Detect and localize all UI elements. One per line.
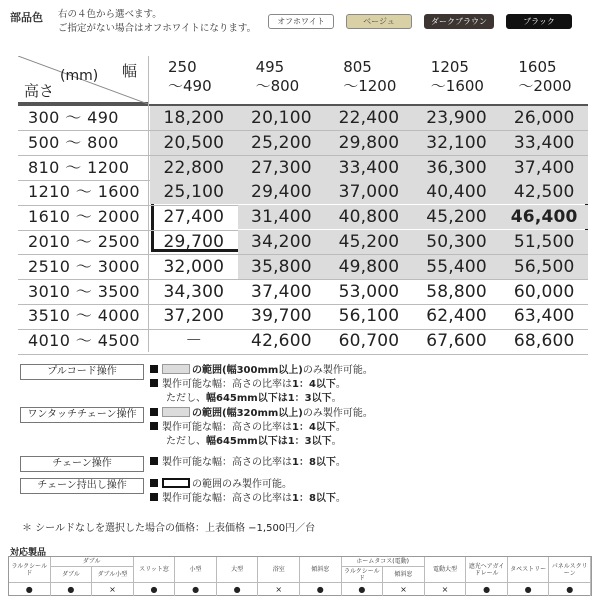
frame-range-swatch-icon [162,478,190,488]
price-cell: 62,400 [426,306,487,327]
operation-note-line [150,364,373,378]
width-to: ～490 [168,77,212,95]
width-from: 1605 [518,58,557,76]
note-bold-text: 1：4以下 [292,422,336,433]
price-cell: 37,400 [500,156,588,180]
operation-label: チェーン操作 [20,456,144,472]
price-cell: 63,400 [513,306,575,327]
compat-column-label: ダブル [51,567,93,583]
price-cell: 56,100 [338,306,400,327]
compat-column-label: スリット窓 [134,557,176,583]
operation-note-line [150,478,292,492]
width-column-header [343,58,396,96]
price-cell: 29,400 [238,180,326,204]
compat-mark: ● [9,583,51,596]
bullet-square-icon [150,493,158,501]
bullet-square-icon [150,479,158,487]
note-bold-text: 1：4以下 [292,379,336,390]
note-bold-text: 幅645mm以下は1：3以下 [206,436,332,447]
bullet-square-icon [150,422,158,430]
width-to: ～800 [255,77,300,95]
operation-label: プルコード操作 [20,364,144,380]
price-cell: 29,700 [163,232,225,252]
width-from: 805 [343,58,372,76]
operation-note-line [150,421,346,435]
price-cell: 58,800 [426,281,487,302]
height-row-header: 4010 ～ 4500 [28,331,141,351]
price-cell: 18,200 [150,106,238,130]
note-bold-text: 幅645mm以下は1：3以下 [206,393,332,404]
price-cell: 53,000 [338,281,400,302]
bullet-square-icon [150,365,158,373]
price-cell: 55,400 [413,255,501,279]
price-cell: 67,600 [426,331,487,352]
gray-range-swatch-icon [162,407,190,417]
operation-label: ワンタッチチェーン操作 [20,407,144,423]
compat-column-label: 遮光ヘアガイドレール [466,557,508,583]
height-row-header: 1210 ～ 1600 [28,182,141,202]
price-cell: 36,300 [413,156,501,180]
bullet-square-icon [150,457,158,465]
price-cell: 22,400 [325,106,413,130]
compat-group-double: ダブル [51,557,134,567]
compat-mark: ● [342,583,384,596]
row-header-divider [148,56,149,352]
compat-mark: ● [217,583,259,596]
note-text: 製作可能な幅：高さの比率は [162,493,292,504]
width-column-header [256,58,300,96]
compat-column-label: タペストリー [508,557,550,583]
compat-column-label: ラルクシールド [9,557,51,583]
compat-mark: ● [175,583,217,596]
compat-mark: ● [134,583,176,596]
note-text: 製作可能な幅：高さの比率は [162,379,292,390]
price-cell: 22,800 [150,156,238,180]
note-line-2: ご指定がない場合はオフホワイトになります。 [58,23,257,34]
note-text-end: 。 [335,493,346,504]
width-column-header [431,58,484,96]
height-row-header: 2010 ～ 2500 [28,232,141,251]
note-text-end: 。 [335,457,346,468]
compat-column-label: 傾斜窓 [300,557,342,583]
parts-color-note [58,8,256,36]
price-cell: 42,500 [500,180,588,204]
gray-range-swatch-icon [162,364,190,374]
price-cell: 37,000 [325,180,413,204]
price-cell: 51,500 [500,230,588,254]
note-text-end: のみ製作可能。 [302,408,373,419]
width-to: ～1600 [430,77,484,95]
note-text-end: の範囲のみ製作可能。 [192,479,292,490]
compat-column-label: 電動大型 [425,557,467,583]
price-cell: 34,300 [163,281,225,302]
compat-column-label: 浴室 [258,557,300,583]
width-column-header [168,58,212,96]
price-cell: 33,400 [500,131,588,155]
operation-note-line [150,378,346,392]
unit-label: (mm) [60,68,99,84]
price-cell: 32,000 [163,256,225,277]
note-text: 製作可能な幅：高さの比率は [162,422,292,433]
price-cell: 60,700 [338,331,400,352]
compat-column-label: 小型 [175,557,217,583]
note-text-end: 。 [335,422,346,433]
operation-note-line [166,392,342,406]
operation-note-line [166,435,342,449]
width-to: ～2000 [518,77,572,95]
compat-column-label: ラルクシールド [342,567,384,583]
color-chip-dark-brown[interactable]: ダークブラウン [424,14,494,29]
note-text: ただし、 [166,436,206,447]
compat-mark: × [383,583,425,596]
compat-column-label: 大型 [217,557,259,583]
note-bold-text: 1：8以下 [292,457,336,468]
height-row-header: 2510 ～ 3000 [28,256,141,276]
note-text-end: 。 [335,379,346,390]
shield-price-note: ＊ シールドなしを選択した場合の価格：上表価格 −1,500円／台 [22,523,316,534]
price-cell: 49,800 [325,255,413,279]
price-cell: 33,400 [325,156,413,180]
compat-mark: ● [51,583,93,596]
color-header [0,0,600,44]
compat-mark: × [258,583,300,596]
price-cell: 39,700 [251,306,312,327]
width-from: 250 [168,58,197,76]
color-chip-black[interactable]: ブラック [506,14,572,29]
price-cell: 31,400 [238,205,326,229]
compat-table [8,556,592,596]
price-cell: 68,600 [513,331,575,352]
compat-mark: ● [300,583,342,596]
compat-mark: × [425,583,467,596]
height-row-header: 3010 ～ 3500 [28,281,141,301]
width-axis-label: 幅 [122,62,138,80]
compat-mark: ● [549,583,591,596]
operation-label: チェーン持出し操作 [20,478,144,494]
compat-column-label: パネルスクリーン [549,557,591,583]
price-cell: 32,100 [413,131,501,155]
price-cell: 46,400 [500,205,588,229]
note-bold-text: 1：8以下 [292,493,336,504]
price-cell: 20,500 [150,131,238,155]
height-axis-label: 高さ [24,82,55,100]
price-cell: 25,100 [150,180,238,204]
price-cell: 40,400 [413,180,501,204]
color-chip-beige[interactable]: ベージュ [346,14,412,29]
compat-column-label: ダブル小型 [92,567,134,583]
price-cell: 26,000 [500,106,588,130]
note-line-1: 右の４色から選べます。 [58,9,162,20]
compat-column-label: 傾斜窓 [383,567,425,583]
width-column-header [518,58,571,96]
price-cell: 60,000 [513,281,575,302]
width-from: 495 [255,58,285,76]
price-cell: 56,500 [500,255,588,279]
price-cell: 23,900 [413,106,501,130]
height-row-header: 810 ～ 1200 [28,157,130,177]
width-to: ～1200 [343,77,397,95]
parts-color-label: 部品色 [10,11,43,24]
price-cell: 27,400 [163,207,225,228]
price-cell: 42,600 [251,331,312,352]
price-cell: － [185,331,203,352]
price-cell: 45,200 [325,230,413,254]
height-row-header: 300 ～ 490 [28,108,119,127]
height-row-header: 500 ～ 800 [28,132,119,152]
height-row-header: 1610 ～ 2000 [28,207,141,227]
price-cell: 45,200 [413,205,501,229]
compat-mark: × [92,583,134,596]
price-cell: 37,200 [163,306,225,327]
price-cell: 40,800 [325,205,413,229]
price-cell: 29,800 [325,131,413,155]
price-cell: 27,300 [238,156,326,180]
width-from: 1205 [430,58,469,76]
bullet-square-icon [150,379,158,387]
note-text: 製作可能な幅：高さの比率は [162,457,292,468]
bullet-square-icon [150,408,158,416]
note-bold-text: の範囲(幅320mm以上) [192,408,303,419]
price-cell: 20,100 [238,106,326,130]
compat-title: 対応製品 [10,548,47,558]
price-cell: 35,800 [238,255,326,279]
note-text-end: 。 [331,393,342,404]
note-bold-text: の範囲(幅300mm以上) [192,365,303,376]
note-text-end: のみ製作可能。 [302,365,373,376]
compat-mark: ● [508,583,550,596]
color-chip-off-white[interactable]: オフホワイト [268,14,334,29]
table-corner [18,56,148,104]
compat-group-home-tacos: ホームタコス(電動) [342,557,425,567]
operation-note-line [150,492,346,506]
operation-note-line [150,456,346,470]
price-cell: 34,200 [238,230,326,254]
price-cell: 37,400 [251,281,312,302]
row-divider [18,354,588,355]
operation-note-line [150,407,373,421]
price-table [18,56,588,352]
note-text: ただし、 [166,393,206,404]
price-cell: 50,300 [413,230,501,254]
compat-mark: ● [466,583,508,596]
price-cell: 25,200 [238,131,326,155]
height-row-header: 3510 ～ 4000 [28,306,141,326]
note-text-end: 。 [331,436,342,447]
